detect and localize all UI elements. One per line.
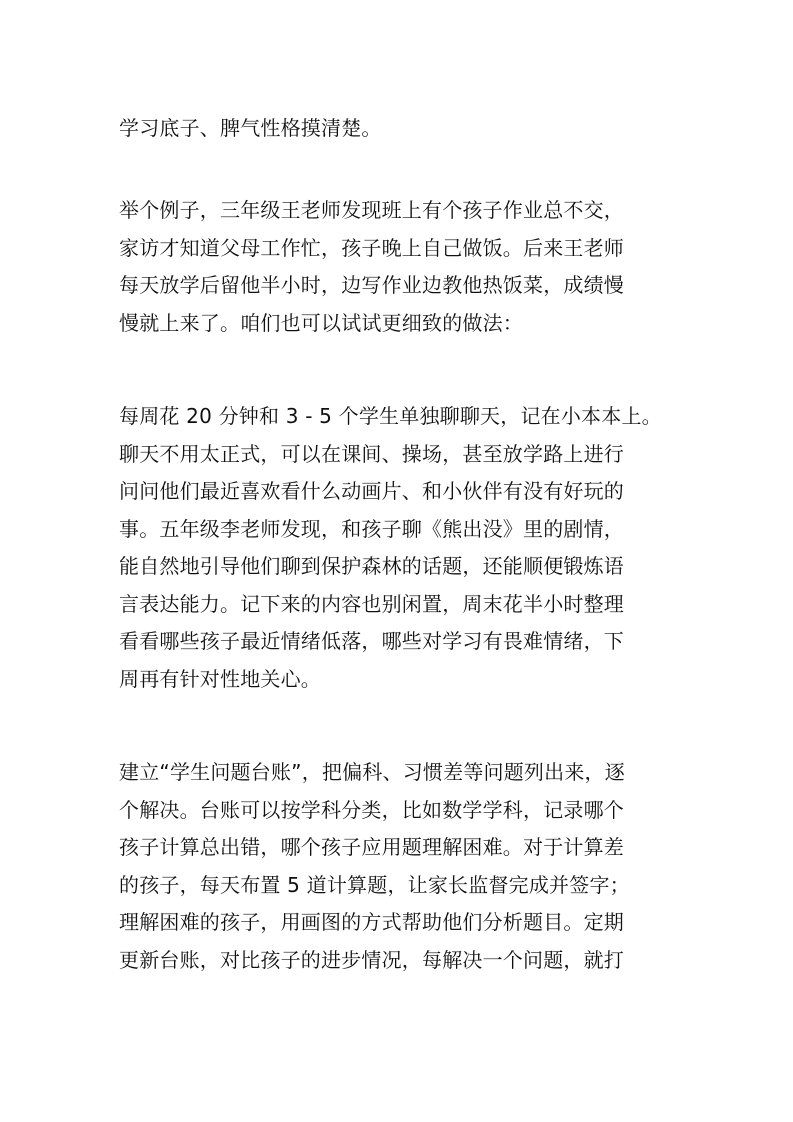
paragraph-line: 看看哪些孩子最近情绪低落，哪些对学习有畏难情绪，下 [119, 629, 624, 653]
paragraph-line: 每天放学后留他半小时，边写作业边教他热饭菜，成绩慢 [119, 273, 624, 297]
paragraph-1 [119, 110, 679, 148]
paragraph-line: 能自然地引导他们聊到保护森林的话题，还能顺便锻炼语 [119, 554, 624, 578]
paragraph-line: 学习底子、脾气性格摸清楚。 [119, 116, 382, 140]
paragraph-line: 问问他们最近喜欢看什么动画片、和小伙伴有没有好玩的 [119, 479, 624, 503]
paragraph-line: 家访才知道父母工作忙，孩子晚上自己做饭。后来王老师 [119, 235, 624, 260]
paragraph-line: 建立“学生问题台账”，把偏科、习惯差等问题列出来，逐 [119, 760, 625, 784]
paragraph-line: 的孩子，每天布置 5 道计算题，让家长监督完成并签字； [119, 872, 630, 897]
paragraph-line: 孩子计算总出错，哪个孩子应用题理解困难。对于计算差 [119, 835, 624, 859]
paragraph-line: 事。五年级李老师发现，和孩子聊《熊出没》里的剧情， [119, 516, 624, 541]
paragraph-line: 每周花 20 分钟和 3 - 5 个学生单独聊聊天，记在小本本上。 [119, 404, 662, 428]
paragraph-line: 慢就上来了。咱们也可以试试更细致的做法： [119, 310, 523, 335]
paragraph-3 [119, 398, 679, 698]
paragraph-line: 理解困难的孩子，用画图的方式帮助他们分析题目。定期 [119, 910, 624, 934]
paragraph-line: 言表达能力。记下来的内容也别闲置，周末花半小时整理 [119, 591, 624, 616]
paragraph-line: 举个例子，三年级王老师发现班上有个孩子作业总不交， [119, 198, 624, 222]
paragraph-line: 个解决。台账可以按学科分类，比如数学学科，记录哪个 [119, 797, 624, 822]
paragraph-line: 聊天不用太正式，可以在课间、操场，甚至放学路上进行 [119, 441, 624, 466]
paragraph-4 [119, 754, 679, 979]
paragraph-line: 更新台账，对比孩子的进步情况，每解决一个问题，就打 [119, 947, 624, 972]
paragraph-2 [119, 192, 679, 342]
paragraph-line: 周再有针对性地关心。 [119, 666, 321, 691]
